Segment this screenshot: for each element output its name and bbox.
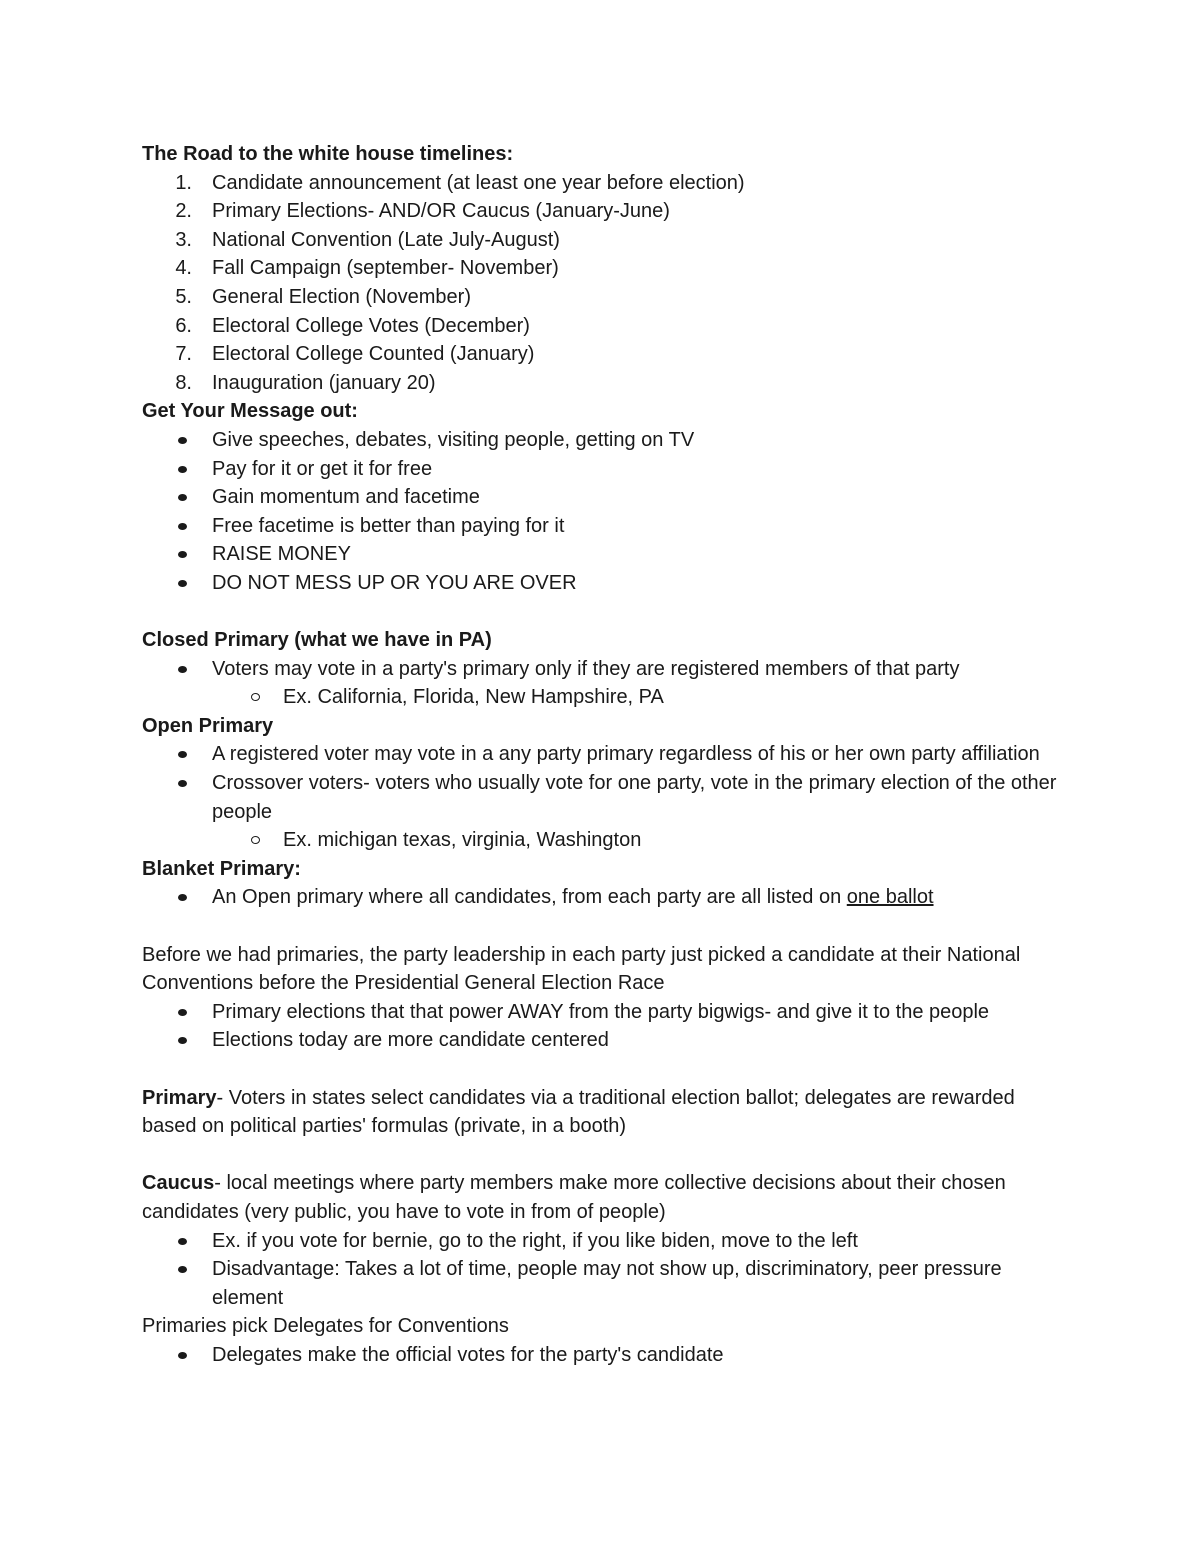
list-number: 8. <box>175 371 192 394</box>
list-item-text: General Election (November) <box>212 285 471 308</box>
bullet-icon <box>178 1266 187 1273</box>
blank-line <box>142 1141 1062 1170</box>
list-item <box>142 540 1062 569</box>
list-item-text: Primary elections that that power AWAY from the party bigwigs- and give it to the people <box>212 1000 990 1023</box>
primary-definition <box>142 1084 1062 1141</box>
list-item-text: RAISE MONEY <box>212 543 351 566</box>
list-item <box>142 254 1062 283</box>
list-item-text: Free facetime is better than paying for it <box>212 514 565 537</box>
list-number: 4. <box>175 257 192 280</box>
list-item <box>142 1026 1062 1055</box>
bullet-icon <box>178 1009 187 1016</box>
hollow-bullet-icon <box>251 693 260 701</box>
list-item-text: DO NOT MESS UP OR YOU ARE OVER <box>212 571 577 594</box>
list-item-text: Ex. California, Florida, New Hampshire, PA <box>283 686 664 709</box>
delegates-paragraph: Primaries pick Delegates for Conventions <box>142 1315 509 1338</box>
list-item-text: A registered voter may vote in a any party primary regardless of his or her own party affiliation <box>212 743 1040 766</box>
list-item <box>142 226 1062 255</box>
list-item <box>142 312 1062 341</box>
message-list <box>142 426 1062 598</box>
list-item <box>142 1227 1062 1256</box>
list-item <box>142 197 1062 226</box>
list-item-text: Gain momentum and facetime <box>212 486 480 509</box>
open-primary-heading: Open Primary <box>142 714 274 737</box>
underlined-text: one ballot <box>846 886 934 909</box>
list-item <box>142 569 1062 598</box>
document-page <box>142 140 1062 1370</box>
list-item <box>142 655 1062 684</box>
list-item-text: Delegates make the official votes for the party's candidate <box>212 1343 724 1366</box>
caucus-definition-text: - local meetings where party members make more collective decisions about their chosen candidates (very public, you have to vote in from of people) <box>142 1172 1006 1223</box>
closed-primary-heading: Closed Primary (what we have in PA) <box>142 629 492 652</box>
list-item-text: Primary Elections- AND/OR Caucus (January-June) <box>212 200 670 223</box>
timelines-list <box>142 169 1062 398</box>
list-item <box>142 169 1062 198</box>
list-item-text: Fall Campaign (september- November) <box>212 257 559 280</box>
list-item <box>142 455 1062 484</box>
list-item-text: National Convention (Late July-August) <box>212 228 560 251</box>
list-item <box>142 740 1062 769</box>
list-item <box>142 369 1062 398</box>
bullet-icon <box>178 1037 187 1044</box>
primary-term: Primary <box>142 1086 217 1109</box>
list-item-text: Give speeches, debates, visiting people, getting on TV <box>212 428 695 451</box>
list-number: 5. <box>175 285 192 308</box>
bullet-icon <box>178 580 187 587</box>
bullet-icon <box>178 1238 187 1245</box>
bullet-icon <box>178 494 187 501</box>
list-item-text: Electoral College Counted (January) <box>212 343 535 366</box>
list-item <box>142 769 1062 826</box>
list-item-text: Candidate announcement (at least one year before election) <box>212 171 745 194</box>
list-item <box>142 483 1062 512</box>
open-primary-list <box>142 740 1062 854</box>
list-item <box>142 1255 1062 1312</box>
list-item-text: Ex. michigan texas, virginia, Washington <box>283 829 642 852</box>
caucus-definition <box>142 1169 1062 1226</box>
list-item-text: Voters may vote in a party's primary only if they are registered members of that party <box>212 657 960 680</box>
list-item-text: Disadvantage: Takes a lot of time, people may not show up, discriminatory, peer pressure element <box>212 1258 1002 1309</box>
list-item-text: An Open primary where all candidates, from each party are all listed on <box>212 886 847 909</box>
list-item <box>142 512 1062 541</box>
closed-primary-list <box>142 655 1062 712</box>
bullet-icon <box>178 523 187 530</box>
list-item <box>142 998 1062 1027</box>
history-paragraph: Before we had primaries, the party leadership in each party just picked a candidate at their National Conventions before the Presidential General Election Race <box>142 943 1021 995</box>
blank-line <box>142 1055 1062 1084</box>
bullet-icon <box>178 666 187 673</box>
list-number: 7. <box>175 343 192 366</box>
blank-line <box>142 912 1062 941</box>
bullet-icon <box>178 437 187 444</box>
list-item-text: Crossover voters- voters who usually vote for one party, vote in the primary election of the other people <box>212 772 1057 823</box>
bullet-icon <box>178 894 187 901</box>
bullet-icon <box>178 551 187 558</box>
bullet-icon <box>178 1352 187 1359</box>
blanket-primary-heading: Blanket Primary: <box>142 857 301 880</box>
list-number: 1. <box>175 171 192 194</box>
primary-definition-text: - Voters in states select candidates via a traditional election ballot; delegates are rewarded based on political parties' formulas (private, in a booth) <box>142 1086 1015 1138</box>
bullet-icon <box>178 780 187 787</box>
sub-list-item <box>142 683 1062 712</box>
list-item <box>142 283 1062 312</box>
delegates-list <box>142 1341 1062 1370</box>
timelines-heading: The Road to the white house timelines: <box>142 143 514 165</box>
message-heading: Get Your Message out: <box>142 400 358 423</box>
list-item <box>142 1341 1062 1370</box>
bullet-icon <box>178 466 187 473</box>
bullet-icon <box>178 751 187 758</box>
list-item-text: Elections today are more candidate centered <box>212 1029 609 1052</box>
blank-line <box>142 598 1062 627</box>
blanket-primary-list <box>142 883 1062 912</box>
list-number: 6. <box>175 314 192 337</box>
hollow-bullet-icon <box>251 836 260 844</box>
sub-list-item <box>142 826 1062 855</box>
list-item <box>142 883 1062 912</box>
history-list <box>142 998 1062 1055</box>
list-item <box>142 426 1062 455</box>
list-item-text: Pay for it or get it for free <box>212 457 433 480</box>
list-item-text: Inauguration (january 20) <box>212 371 436 394</box>
list-item-text: Ex. if you vote for bernie, go to the right, if you like biden, move to the left <box>212 1229 858 1252</box>
list-item-text: Electoral College Votes (December) <box>212 314 530 337</box>
caucus-term: Caucus <box>142 1172 215 1195</box>
list-number: 2. <box>175 200 192 223</box>
list-number: 3. <box>175 228 192 251</box>
list-item <box>142 340 1062 369</box>
caucus-list <box>142 1227 1062 1313</box>
